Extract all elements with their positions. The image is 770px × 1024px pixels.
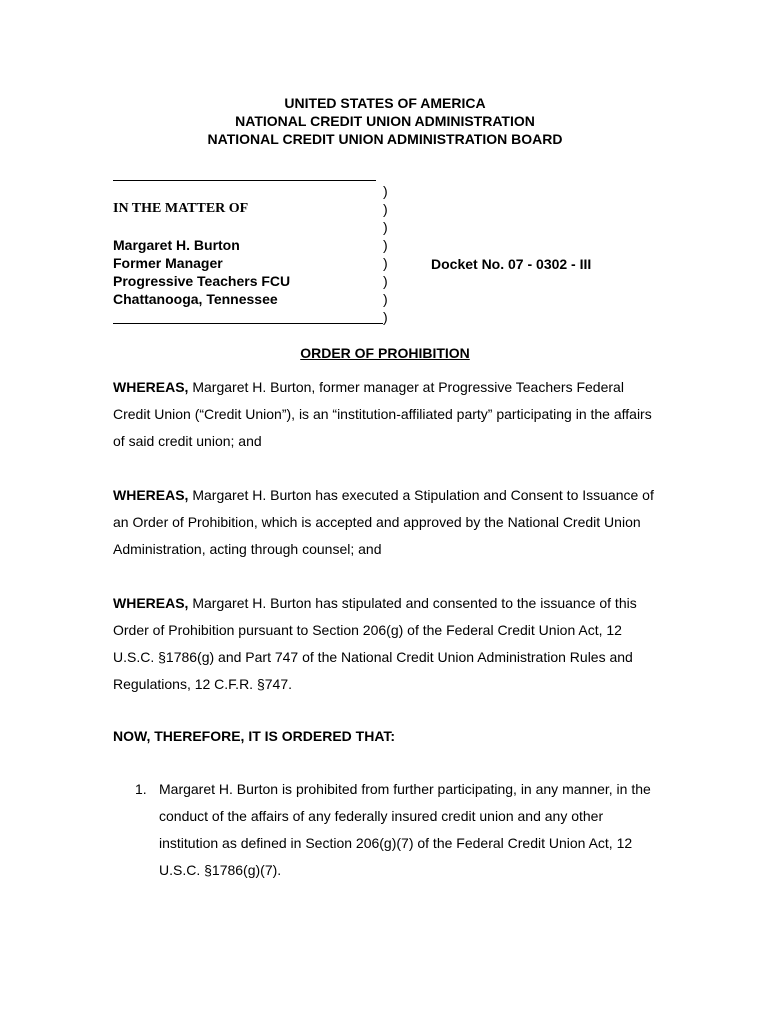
whereas-paragraph bbox=[113, 590, 658, 698]
caption-paren: ) bbox=[383, 255, 388, 271]
respondent-block bbox=[113, 236, 290, 308]
caption-paren: ) bbox=[383, 237, 388, 253]
order-item-number: 1. bbox=[135, 781, 147, 797]
order-item-text: Margaret H. Burton is prohibited from further participating, in any manner, in the conduct of the affairs of any federally insured credit union and any other institution as defined in Section 206(g)(7) of the Federal Credit Union Act, 12 U.S.C. §1786(g)(7). bbox=[159, 781, 651, 878]
caption-paren: ) bbox=[383, 309, 388, 325]
docket-number: Docket No. 07 - 0302 - III bbox=[431, 256, 592, 272]
whereas-paragraph bbox=[113, 482, 658, 563]
caption-rule-bottom bbox=[113, 323, 383, 324]
paragraph-text: Margaret H. Burton, former manager at Progressive Teachers Federal Credit Union (“Credit Union”), is an “institution-affiliated party” participating in the affairs of said credit union; and bbox=[113, 379, 652, 449]
order-title: ORDER OF PROHIBITION bbox=[300, 345, 470, 361]
caption-parentheses bbox=[383, 182, 388, 326]
whereas-lead: WHEREAS, bbox=[113, 379, 189, 395]
whereas-lead: WHEREAS, bbox=[113, 595, 189, 611]
document-header bbox=[0, 94, 770, 148]
matter-label: IN THE MATTER OF bbox=[113, 201, 249, 216]
ordered-heading: NOW, THEREFORE, IT IS ORDERED THAT: bbox=[113, 728, 396, 744]
header-line-country: UNITED STATES OF AMERICA bbox=[284, 95, 486, 111]
paragraph-text: Margaret H. Burton has executed a Stipulation and Consent to Issuance of an Order of Prohibition, which is accepted and approved by the National Credit Union Administration, acting through counsel; and bbox=[113, 487, 654, 557]
caption-paren: ) bbox=[383, 219, 388, 235]
respondent-name: Margaret H. Burton bbox=[113, 237, 240, 253]
paragraph-text: Margaret H. Burton has stipulated and consented to the issuance of this Order of Prohibition pursuant to Section 206(g) of the Federal Credit Union Act, 12 U.S.C. §1786(g) and Part 747 of the National Credit Union Administration Rules and Regulations, 12 C.F.R. §747. bbox=[113, 595, 637, 692]
whereas-paragraph bbox=[113, 374, 658, 455]
header-line-agency: NATIONAL CREDIT UNION ADMINISTRATION bbox=[235, 113, 535, 129]
caption-paren: ) bbox=[383, 291, 388, 307]
respondent-location: Chattanooga, Tennessee bbox=[113, 291, 278, 307]
caption-rule-top bbox=[113, 180, 376, 181]
respondent-title: Former Manager bbox=[113, 255, 223, 271]
caption-paren: ) bbox=[383, 273, 388, 289]
whereas-lead: WHEREAS, bbox=[113, 487, 189, 503]
respondent-institution: Progressive Teachers FCU bbox=[113, 273, 291, 289]
caption-paren: ) bbox=[383, 201, 388, 217]
header-line-board: NATIONAL CREDIT UNION ADMINISTRATION BOARD bbox=[207, 131, 563, 147]
caption-paren: ) bbox=[383, 183, 388, 199]
